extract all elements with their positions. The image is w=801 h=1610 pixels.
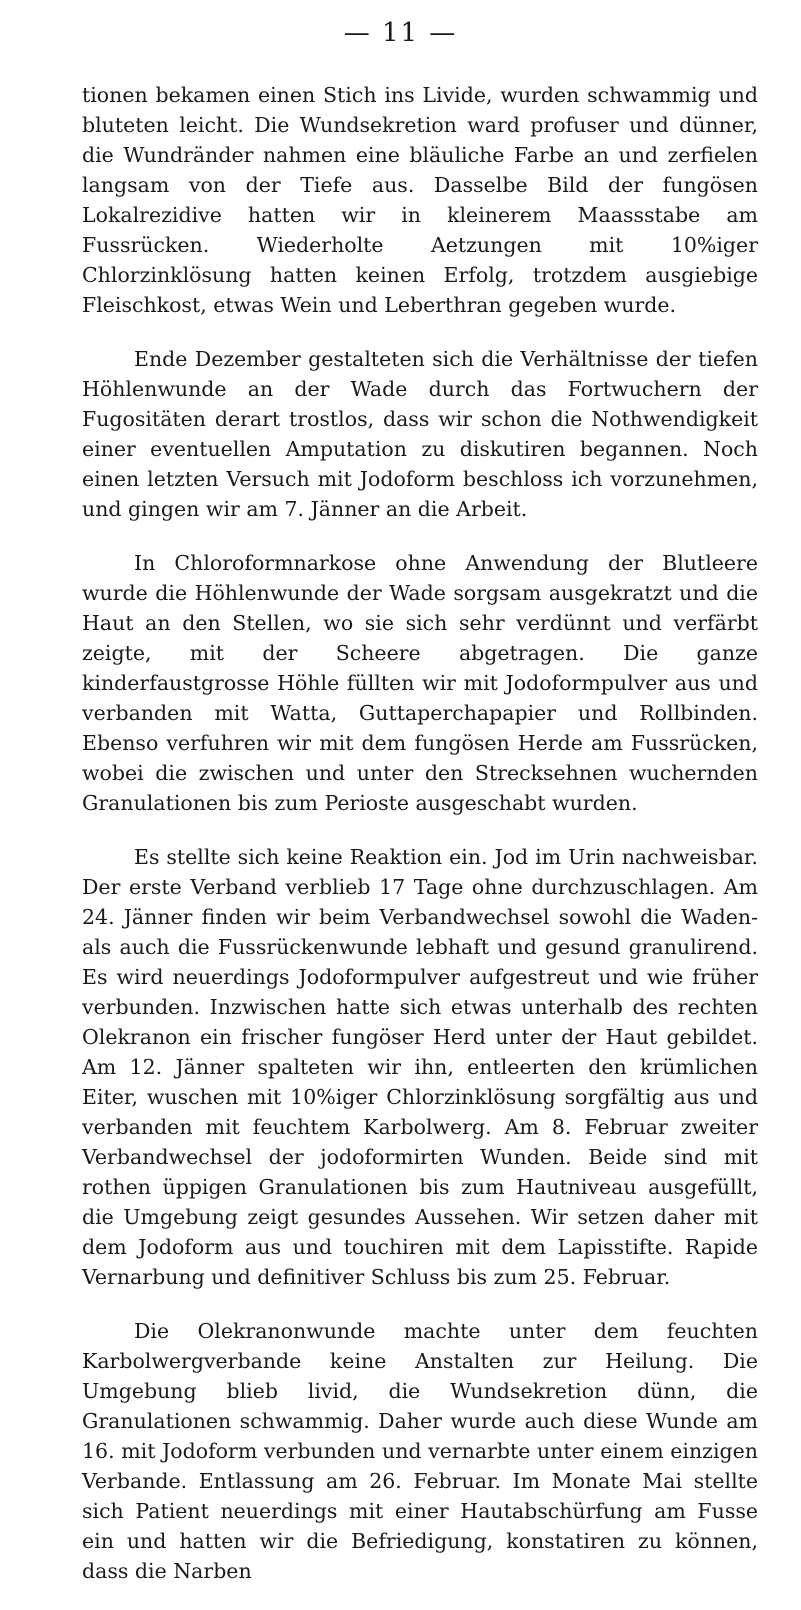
paragraph-reaction: Es stellte sich keine Reaktion ein. Jod im Urin nachweisbar. Der erste Verband verblieb 17 Tage ohne durchzuschlagen. Am 24. Jänner finden wir beim Verbandwechsel sowohl die Waden- als auch die Fussrückenwunde lebhaft und gesund granulirend. Es wird neuerdings Jodoformpulver aufgestreut und wie früher verbunden. Inzwischen hatte sich etwas unterhalb des rechten Olekranon ein frischer fungöser Herd unter der Haut gebildet. Am 12. Jänner spalteten wir ihn, entleerten den krümlichen Eiter, wuschen mit 10%iger Chlorzinklösung sorgfältig aus und verbanden mit feuchtem Karbolwerg. Am 8. Februar zweiter Verbandwechsel der jodoformirten Wunden. Beide sind mit rothen üppigen Granulationen bis zum Hautniveau ausgefüllt, die Umgebung zeigt gesundes Aussehen. Wir setzen daher mit dem Jodoform aus und touchiren mit dem Lapisstifte. Rapide Vernarbung und definitiver Schluss bis zum 25. Februar. <box>82 845 758 1289</box>
paragraph-december: Ende Dezember gestalteten sich die Verhältnisse der tiefen Höhlenwunde an der Wade durch das Fortwuchern der Fugositäten derart trostlos, dass wir schon die Nothwendigkeit einer eventuellen Amputation zu diskutiren begannen. Noch einen letzten Versuch mit Jodoform beschloss ich vorzunehmen, und gingen wir am 7. Jänner an die Arbeit. <box>82 347 758 521</box>
paragraph-narcosis: In Chloroformnarkose ohne Anwendung der Blutleere wurde die Höhlenwunde der Wade sorgsam ausgekratzt und die Haut an den Stellen, wo sie sich sehr verdünnt und verfärbt zeigte, mit der Scheere abgetragen. Die ganze kinderfaustgrosse Höhle füllten wir mit Jodoformpulver aus und verbanden mit Watta, Guttaperchapapier und Rollbinden. Ebenso verfuhren wir mit dem fungösen Herde am Fussrücken, wobei die zwischen und unter den Strecksehnen wuchernden Granulationen bis zum Perioste ausgeschabt wurden. <box>82 551 758 815</box>
paragraph-olecranon: Die Olekranonwunde machte unter dem feuchten Karbolwergverbande keine Anstalten zur Heilung. Die Umgebung blieb livid, die Wundsekretion dünn, die Granulationen schwammig. Daher wurde auch diese Wunde am 16. mit Jodoform verbunden und vernarbte unter einem einzigen Verbande. Entlassung am 26. Februar. Im Monate Mai stellte sich Patient neuerdings mit einer Hautabschürfung am Fusse ein und hatten wir die Befriedigung, konstatiren zu können, dass die Narben <box>82 1319 758 1583</box>
paragraph-continuation: tionen bekamen einen Stich ins Livide, wurden schwammig und bluteten leicht. Die Wundsekretion ward profuser und dünner, die Wundränder nahmen eine bläuliche Farbe an und zerfielen langsam von der Tiefe aus. Dasselbe Bild der fungösen Lokalrezidive hatten wir in kleinerem Maassstabe am Fussrücken. Wiederholte Aetzungen mit 10%iger Chlorzinklösung hatten keinen Erfolg, trotzdem ausgiebige Fleischkost, etwas Wein und Leberthran gegeben wurde. <box>82 83 758 317</box>
page-number: — 11 — <box>343 18 458 48</box>
body-text <box>82 80 758 1610</box>
